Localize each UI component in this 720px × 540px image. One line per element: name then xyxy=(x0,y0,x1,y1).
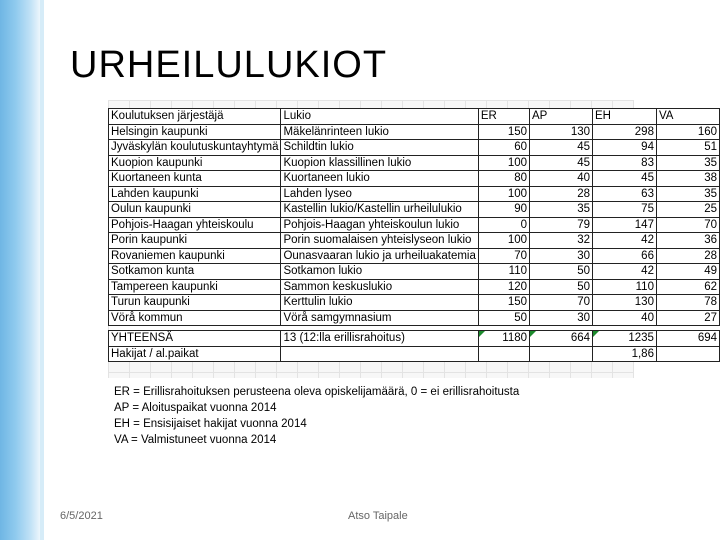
cell-organizer: Helsingin kaupunki xyxy=(109,124,281,140)
note-va: VA = Valmistuneet vuonna 2014 xyxy=(114,434,277,446)
cell-value: 130 xyxy=(530,124,593,140)
cell-value: 32 xyxy=(530,233,593,249)
cell-value: 100 xyxy=(478,186,529,202)
table-header-row xyxy=(109,109,720,125)
cell-value: 0 xyxy=(478,217,529,233)
cell-value: 35 xyxy=(656,155,719,171)
header-cell: Koulutuksen järjestäjä xyxy=(109,109,281,125)
table-row xyxy=(109,171,720,187)
cell-value: 78 xyxy=(656,295,719,311)
note-ap: AP = Aloituspaikat vuonna 2014 xyxy=(114,402,277,414)
cell-value: 40 xyxy=(593,310,657,326)
cell-organizer: Tampereen kaupunki xyxy=(109,279,281,295)
cell-value: 160 xyxy=(656,124,719,140)
cell-value: 120 xyxy=(478,279,529,295)
cell-value: 35 xyxy=(530,202,593,218)
cell-value: 45 xyxy=(530,155,593,171)
cell-value: 42 xyxy=(593,233,657,249)
cell-value: 28 xyxy=(530,186,593,202)
cell-value: 110 xyxy=(478,264,529,280)
cell-value: 298 xyxy=(593,124,657,140)
cell-value: 63 xyxy=(593,186,657,202)
cell-value: 83 xyxy=(593,155,657,171)
cell-organizer: Kuortaneen kunta xyxy=(109,171,281,187)
cell-school: Schildtin lukio xyxy=(281,140,478,156)
cell-school: Kuortaneen lukio xyxy=(281,171,478,187)
legend-notes xyxy=(108,378,640,454)
cell-school: Sotkamon lukio xyxy=(281,264,478,280)
cell-value: 62 xyxy=(656,279,719,295)
cell-value: 27 xyxy=(656,310,719,326)
cell-school: Kastellin lukio/Kastellin urheilulukio xyxy=(281,202,478,218)
header-cell: Lukio xyxy=(281,109,478,125)
ratio-value: 1,86 xyxy=(593,346,657,362)
footer-date: 6/5/2021 xyxy=(60,510,103,522)
cell-school: Mäkelänrinteen lukio xyxy=(281,124,478,140)
ratio-value xyxy=(478,346,529,362)
cell-value: 38 xyxy=(656,171,719,187)
cell-value: 50 xyxy=(478,310,529,326)
total-value: 1180 xyxy=(478,331,529,347)
cell-school: Pohjois-Haagan yhteiskoulun lukio xyxy=(281,217,478,233)
footer-author: Atso Taipale xyxy=(348,510,408,522)
cell-organizer: Kuopion kaupunki xyxy=(109,155,281,171)
total-value: 1235 xyxy=(593,331,657,347)
ratio-label: Hakijat / al.paikat xyxy=(109,346,281,362)
total-label: YHTEENSÄ xyxy=(109,331,281,347)
cell-value: 100 xyxy=(478,233,529,249)
cell-value: 40 xyxy=(530,171,593,187)
cell-value: 80 xyxy=(478,171,529,187)
table-row xyxy=(109,295,720,311)
cell-school: Ounasvaaran lukio ja urheiluakatemia xyxy=(281,248,478,264)
table-row xyxy=(109,186,720,202)
cell-school: Sammon keskuslukio xyxy=(281,279,478,295)
cell-value: 45 xyxy=(593,171,657,187)
cell-value: 70 xyxy=(478,248,529,264)
total-label: 13 (12:lla erillisrahoitus) xyxy=(281,331,478,347)
total-row xyxy=(109,331,720,347)
note-er: ER = Erillisrahoituksen perusteena oleva opiskelijamäärä, 0 = ei erillisrahoitusta xyxy=(114,386,520,398)
table-row xyxy=(109,279,720,295)
cell-value: 66 xyxy=(593,248,657,264)
left-accent-bar xyxy=(0,0,44,540)
cell-value: 45 xyxy=(530,140,593,156)
header-cell: ER xyxy=(478,109,529,125)
cell-school: Kuopion klassillinen lukio xyxy=(281,155,478,171)
table-row xyxy=(109,202,720,218)
slide-title: URHEILULUKIOT xyxy=(70,44,388,86)
cell-organizer: Rovaniemen kaupunki xyxy=(109,248,281,264)
table-row xyxy=(109,217,720,233)
table-row xyxy=(109,155,720,171)
cell-value: 130 xyxy=(593,295,657,311)
cell-organizer: Jyväskylän koulutuskuntayhtymä xyxy=(109,140,281,156)
ratio-row xyxy=(109,346,720,362)
cell-value: 90 xyxy=(478,202,529,218)
cell-organizer: Vörå kommun xyxy=(109,310,281,326)
cell-value: 49 xyxy=(656,264,719,280)
cell-organizer: Lahden kaupunki xyxy=(109,186,281,202)
note-eh: EH = Ensisijaiset hakijat vuonna 2014 xyxy=(114,418,307,430)
total-value: 694 xyxy=(656,331,719,347)
ratio-value xyxy=(281,346,478,362)
cell-value: 42 xyxy=(593,264,657,280)
header-cell: EH xyxy=(593,109,657,125)
cell-value: 79 xyxy=(530,217,593,233)
table-row xyxy=(109,124,720,140)
cell-value: 147 xyxy=(593,217,657,233)
cell-value: 28 xyxy=(656,248,719,264)
cell-value: 60 xyxy=(478,140,529,156)
table-row xyxy=(109,248,720,264)
table-row xyxy=(109,140,720,156)
cell-value: 70 xyxy=(530,295,593,311)
header-cell: VA xyxy=(656,109,719,125)
ratio-value xyxy=(656,346,719,362)
cell-organizer: Porin kaupunki xyxy=(109,233,281,249)
cell-organizer: Sotkamon kunta xyxy=(109,264,281,280)
cell-value: 150 xyxy=(478,295,529,311)
cell-value: 50 xyxy=(530,264,593,280)
table-row xyxy=(109,233,720,249)
cell-school: Porin suomalaisen yhteislyseon lukio xyxy=(281,233,478,249)
total-value: 664 xyxy=(530,331,593,347)
cell-value: 30 xyxy=(530,248,593,264)
cell-value: 35 xyxy=(656,186,719,202)
cell-value: 51 xyxy=(656,140,719,156)
table-row xyxy=(109,264,720,280)
cell-value: 110 xyxy=(593,279,657,295)
cell-organizer: Oulun kaupunki xyxy=(109,202,281,218)
cell-value: 36 xyxy=(656,233,719,249)
header-cell: AP xyxy=(530,109,593,125)
cell-value: 25 xyxy=(656,202,719,218)
cell-value: 50 xyxy=(530,279,593,295)
cell-value: 75 xyxy=(593,202,657,218)
cell-school: Vörå samgymnasium xyxy=(281,310,478,326)
cell-value: 150 xyxy=(478,124,529,140)
cell-organizer: Turun kaupunki xyxy=(109,295,281,311)
cell-school: Kerttulin lukio xyxy=(281,295,478,311)
cell-value: 94 xyxy=(593,140,657,156)
cell-organizer: Pohjois-Haagan yhteiskoulu xyxy=(109,217,281,233)
cell-school: Lahden lyseo xyxy=(281,186,478,202)
ratio-value xyxy=(530,346,593,362)
cell-value: 70 xyxy=(656,217,719,233)
cell-value: 100 xyxy=(478,155,529,171)
table-row xyxy=(109,310,720,326)
cell-value: 30 xyxy=(530,310,593,326)
data-table xyxy=(108,108,720,362)
